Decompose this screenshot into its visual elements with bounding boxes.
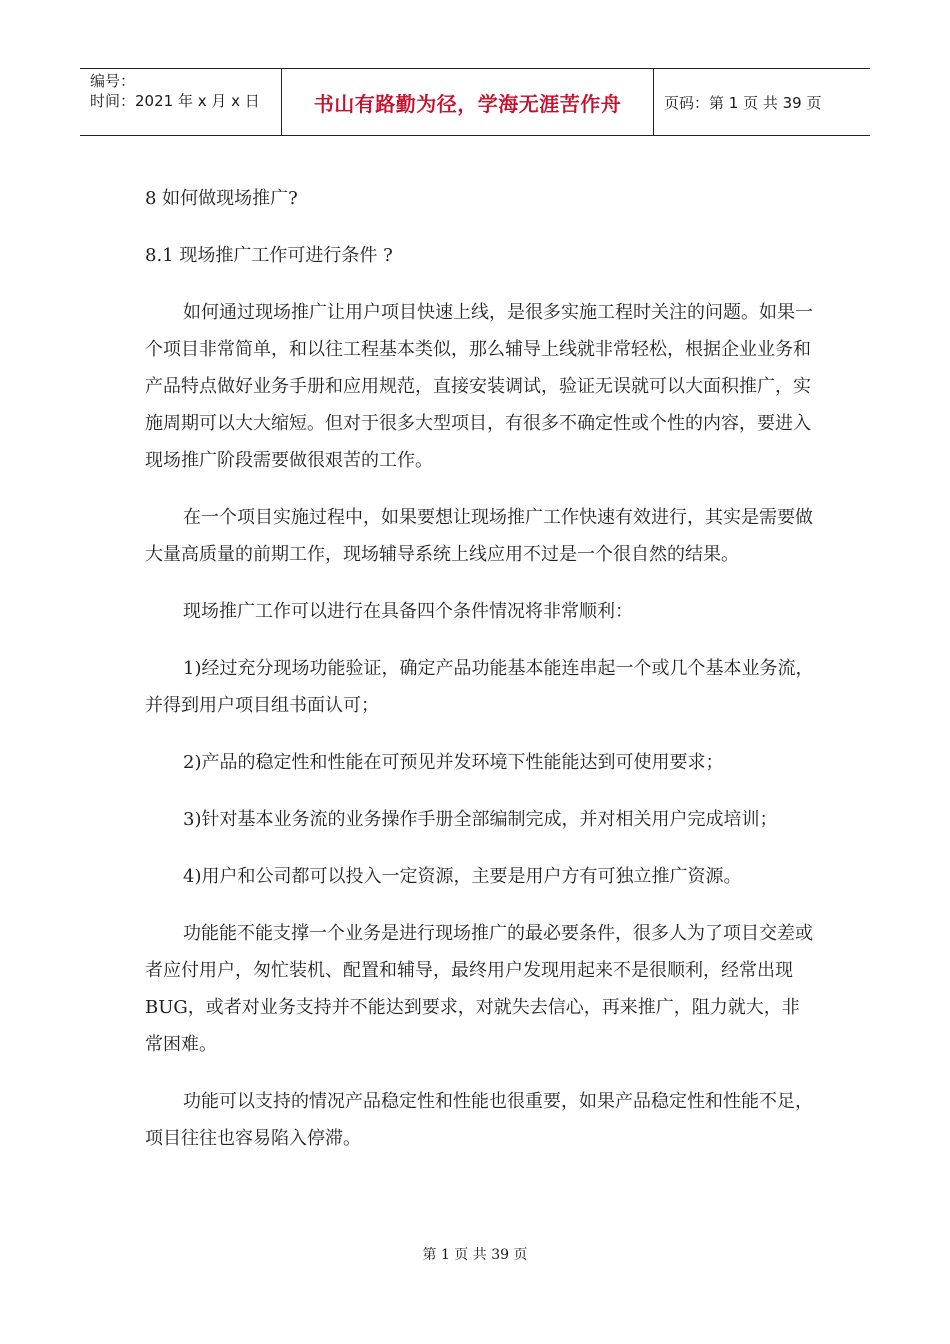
section-subtitle: 8.1 现场推广工作可进行条件 ? <box>145 245 393 266</box>
paragraph: 功能能不能支撑一个业务是进行现场推广的最必要条件，很多人为了项目交差或者应付用户，匆忙装机、配置和辅导，最终用户发现用起来不是很顺利，经常出现 BUG，或者对业务支持并不能达到要求，对就失去信心，再来推广，阻力就大，非常困难。 <box>145 923 813 1055</box>
document-body <box>145 180 815 1177</box>
document-header <box>80 68 870 136</box>
header-motto: 书山有路勤为径，学海无涯苦作舟 <box>282 69 654 135</box>
paragraph: 如何通过现场推广让用户项目快速上线，是很多实施工程时关注的问题。如果一个项目非常简单，和以往工程基本类似，那么辅导上线就非常轻松，根据企业业务和产品特点做好业务手册和应用规范，直接安装调试，验证无误就可以大面积推广，实施周期可以大大缩短。但对于很多大型项目，有很多不确定性或个性的内容，要进入现场推广阶段需要做很艰苦的工作。 <box>145 302 813 471</box>
date-label: 时间：2021 年 x 月 x 日 <box>90 92 260 110</box>
list-item: 3)针对基本业务流的业务操作手册全部编制完成，并对相关用户完成培训； <box>183 809 778 830</box>
section-title: 8 如何做现场推广? <box>145 188 298 209</box>
paragraph: 在一个项目实施过程中，如果要想让现场推广工作快速有效进行，其实是需要做大量高质量的前期工作，现场辅导系统上线应用不过是一个很自然的结果。 <box>145 507 813 565</box>
header-meta <box>80 69 282 135</box>
number-label: 编号： <box>90 72 136 90</box>
header-page-info: 页码：第 1 页 共 39 页 <box>664 93 822 112</box>
list-item: 4)用户和公司都可以投入一定资源，主要是用户方有可独立推广资源。 <box>183 866 742 887</box>
paragraph: 功能可以支持的情况产品稳定性和性能也很重要，如果产品稳定性和性能不足，项目往往也容易陷入停滞。 <box>145 1091 813 1149</box>
list-item: 1)经过充分现场功能验证，确定产品功能基本能连串起一个或几个基本业务流，并得到用户项目组书面认可； <box>145 658 814 716</box>
page-footer: 第 1 页 共 39 页 <box>422 1247 528 1263</box>
paragraph: 现场推广工作可以进行在具备四个条件情况将非常顺利： <box>183 601 633 622</box>
list-item: 2)产品的稳定性和性能在可预见并发环境下性能能达到可使用要求； <box>183 752 724 773</box>
